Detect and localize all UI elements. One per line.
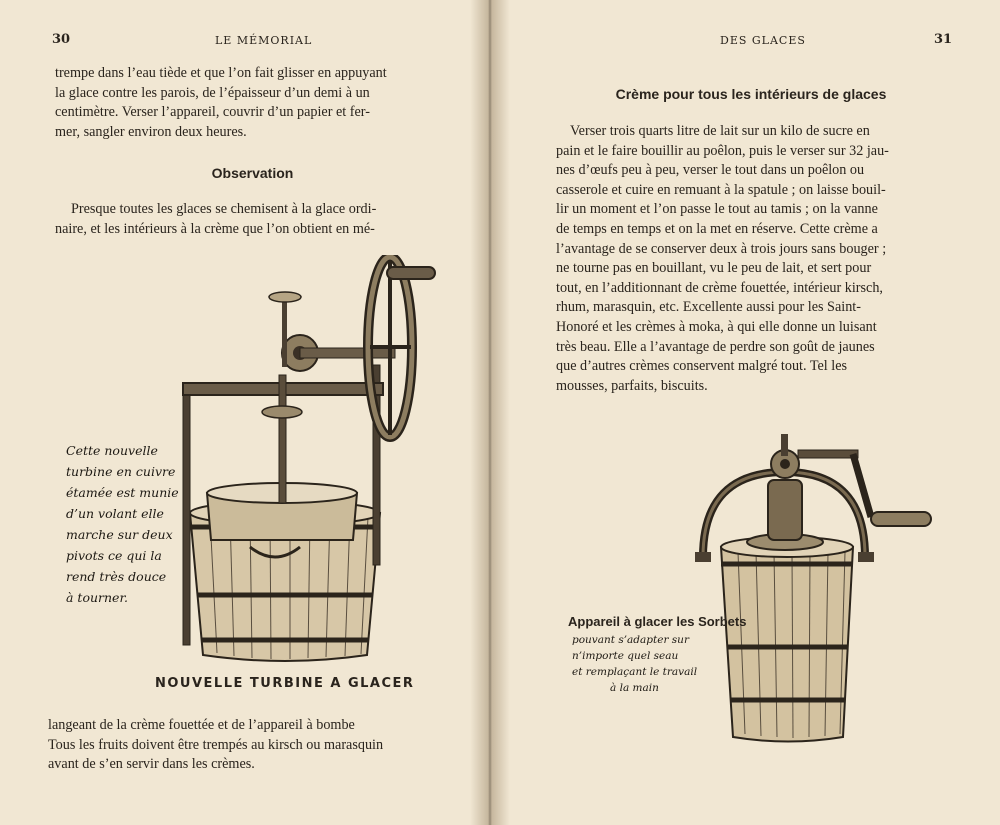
note-line: pivots ce qui la [66,548,162,563]
figure-caption: Appareil à glacer les Sorbets [568,614,747,629]
sorbet-machine-illustration [693,432,948,747]
page-number: 30 [52,32,71,47]
running-head: LE MÉMORIAL [215,34,313,47]
section-title: Crème pour tous les intérieurs de glaces [615,86,887,102]
running-head: DES GLACES [720,34,806,47]
text-line: casserole et cuire en remuant à la spatule ; on laisse bouil- [556,181,886,198]
left-page [0,0,488,825]
text-line: très beau. Elle a l’avantage de perdre son goût de jaunes [556,338,875,355]
text-line: que d’autres crèmes conservent malgré tout. Tel les [556,358,848,375]
text-line: la glace contre les parois, de l’épaisseur d’un demi à un [55,84,370,101]
text-line: Tous les fruits doivent être trempés au kirsch ou marasquin [48,736,384,753]
text-line: naire, et les intérieurs à la crème que l’on obtient en mé- [55,220,375,237]
text-line: lir un moment et l’on passe le tout au tamis ; on la vanne [556,201,878,218]
text-line: mousses, parfaits, biscuits. [556,377,708,394]
note-line: et remplaçant le travail [572,666,698,678]
text-line: pain et le faire bouillir au poêlon, puis le verser sur 32 jau- [556,142,889,159]
figure-caption: NOUVELLE TURBINE A GLACER [155,676,415,691]
text-line: tout, en l’additionnant de crème fouettée, intérieur kirsch, [556,279,883,296]
intro-paragraph [55,64,450,142]
text-line: de temps en temps et on la met en réserve. Cette crème a [556,220,878,237]
text-line: ne tourne pas en bouillant, vu le peu de lait, et sert pour [556,260,872,277]
text-line: Presque toutes les glaces se chemisent à la glace ordi- [71,201,377,217]
observation-paragraph [55,200,450,239]
note-line: n’importe quel seau [572,650,679,662]
text-line: langeant de la crème fouettée et de l’appareil à bombe [48,717,355,733]
right-page [488,0,1000,825]
recipe-paragraph [556,122,948,396]
text-line: l’avantage de se conserver deux à trois jours sans bouger ; [556,240,887,257]
handwritten-note [572,632,722,696]
note-line: rend très douce [66,569,167,584]
note-line: à la main [610,682,659,694]
note-line: turbine en cuivre [66,464,176,479]
note-line: à tourner. [66,590,129,605]
section-title: Observation [211,165,294,181]
page-number: 31 [934,32,953,47]
text-line: nes d’œufs peu à peu, verser le tout dans un poêlon ou [556,162,865,179]
note-line: marche sur deux [66,527,173,542]
ice-cream-turbine-illustration [175,255,445,670]
text-line: Honoré et les crèmes à moka, à qui elle donne un luisant [556,318,877,335]
text-line: centimètre. Verser l’appareil, couvrir d’un papier et fer- [55,104,370,121]
text-line: mer, sangler environ deux heures. [55,123,247,140]
closing-paragraph [48,716,450,775]
handwritten-note [66,440,186,608]
book-gutter [470,0,510,825]
text-line: rhum, marasquin, etc. Excellente aussi pour les Saint- [556,299,861,316]
text-line: trempe dans l’eau tiède et que l’on fait glisser en appuyant [55,65,387,81]
note-line: pouvant s’adapter sur [572,634,689,646]
note-line: Cette nouvelle [66,443,158,458]
note-line: étamée est munie [66,485,179,500]
note-line: d’un volant elle [66,506,164,521]
text-line: Verser trois quarts litre de lait sur un kilo de sucre en [570,123,870,139]
text-line: avant de s’en servir dans les crèmes. [48,756,255,773]
